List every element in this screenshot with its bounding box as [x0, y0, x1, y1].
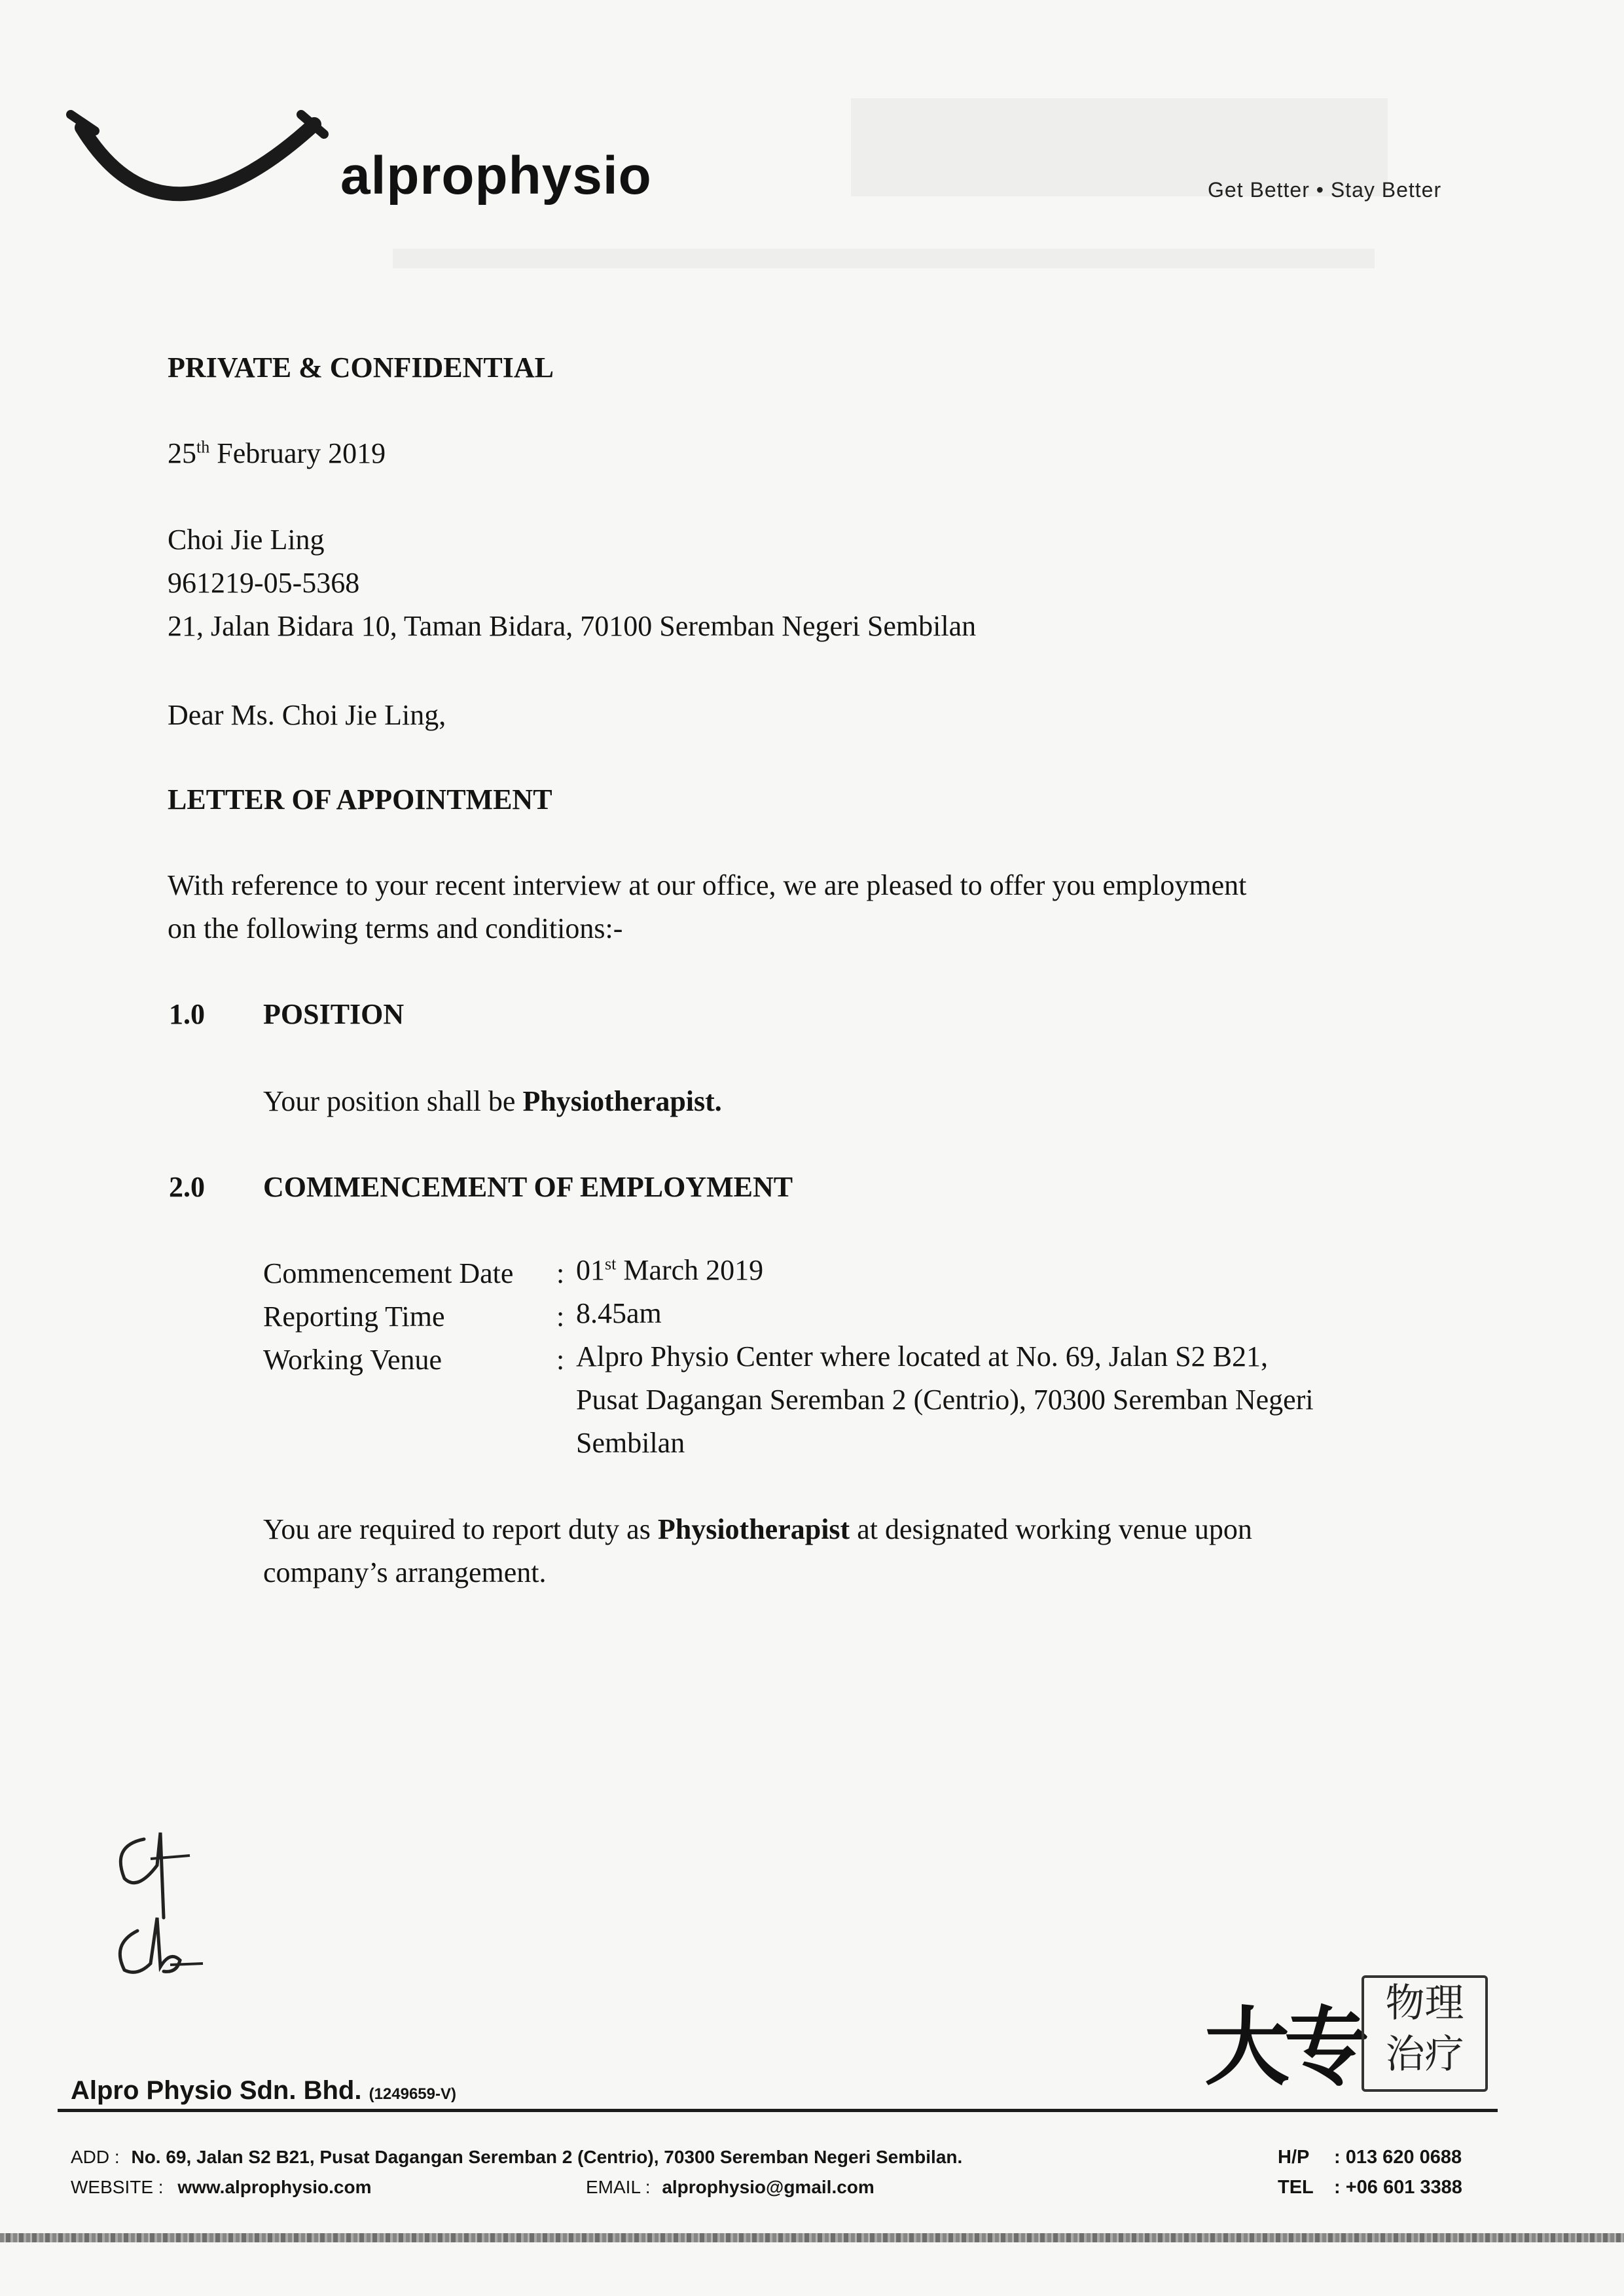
footer-hp	[1278, 2147, 1462, 2168]
website-label: WEBSITE :	[71, 2177, 164, 2197]
company-reg-no: (1249659-V)	[369, 2085, 456, 2103]
date-suffix: th	[196, 437, 210, 457]
duty-paragraph	[263, 1508, 1415, 1594]
intro-line-1: With reference to your recent interview at our office, we are pleased to offer you employment	[168, 869, 1247, 901]
tagline: Get Better • Stay Better	[1208, 178, 1442, 202]
scan-edge-line	[0, 2233, 1624, 2242]
intro-paragraph	[168, 864, 1411, 950]
hp-value: : 013 620 0688	[1334, 2147, 1462, 2168]
letterhead	[0, 0, 1624, 249]
footer-tel	[1278, 2177, 1462, 2198]
tel-value: : +06 601 3388	[1334, 2177, 1462, 2198]
section-number-position: 1.0	[169, 998, 205, 1030]
reporting-time-label: Reporting Time	[263, 1300, 445, 1333]
venue-line-3: Sembilan	[576, 1427, 685, 1459]
tel-label: TEL	[1278, 2177, 1314, 2198]
footer-divider	[58, 2109, 1498, 2112]
email-label: EMAIL :	[586, 2177, 651, 2197]
commencement-date-label: Commencement Date	[263, 1257, 514, 1289]
footer-email	[586, 2177, 875, 2198]
address-label: ADD :	[71, 2147, 120, 2167]
salutation: Dear Ms. Choi Jie Ling,	[168, 699, 446, 731]
footer-address	[71, 2147, 962, 2168]
commencement-suffix: st	[605, 1254, 617, 1274]
section-title-position: POSITION	[263, 998, 405, 1030]
working-venue-value	[576, 1335, 1420, 1465]
venue-line-1: Alpro Physio Center where located at No. 69, Jalan S2 B21,	[576, 1340, 1269, 1372]
hp-label: H/P	[1278, 2147, 1310, 2168]
section-number-commencement: 2.0	[169, 1171, 205, 1203]
company-name: Alpro Physio Sdn. Bhd.	[71, 2076, 362, 2105]
website-value: www.alprophysio.com	[177, 2177, 372, 2197]
duty-line-2: company’s arrangement.	[263, 1556, 547, 1588]
duty-suffix: at designated working venue upon	[850, 1513, 1252, 1545]
reporting-time-colon: :	[556, 1300, 565, 1333]
venue-line-2: Pusat Dagangan Seremban 2 (Centrio), 70300 Seremban Negeri	[576, 1384, 1314, 1416]
duty-prefix: You are required to report duty as	[263, 1513, 658, 1545]
chinese-stamp	[1204, 1964, 1499, 2097]
email-value: alprophysio@gmail.com	[662, 2177, 875, 2197]
intro-line-2: on the following terms and conditions:-	[168, 912, 623, 944]
alprophysio-logo-smile-icon	[65, 98, 340, 209]
confidential-heading: PRIVATE & CONFIDENTIAL	[168, 351, 554, 384]
date-rest: February 2019	[209, 437, 386, 469]
date-day: 25	[168, 437, 196, 469]
commencement-date-colon: :	[556, 1257, 565, 1289]
position-statement	[263, 1080, 722, 1123]
recipient-ic: 961219-05-5368	[168, 567, 360, 599]
bleed-through-shape	[393, 249, 1375, 268]
position-role: Physiotherapist.	[522, 1085, 722, 1117]
footer-company	[71, 2076, 456, 2106]
subject-heading: LETTER OF APPOINTMENT	[168, 783, 552, 816]
recipient-name: Choi Jie Ling	[168, 524, 325, 556]
recipient-block	[168, 518, 976, 648]
duty-role: Physiotherapist	[657, 1513, 850, 1545]
position-prefix: Your position shall be	[263, 1085, 523, 1117]
stamp-box	[1362, 1975, 1488, 2092]
address-value: No. 69, Jalan S2 B21, Pusat Dagangan Seremban 2 (Centrio), 70300 Seremban Negeri Sembilan.	[131, 2147, 963, 2167]
stamp-main-text: 大专	[1204, 1998, 1365, 2097]
brand-name: alprophysio	[340, 146, 652, 206]
stamp-box-line-1: 物理	[1385, 1981, 1464, 2026]
handwritten-initials	[98, 1820, 268, 1990]
commencement-date-value	[576, 1249, 1420, 1292]
working-venue-colon: :	[556, 1344, 565, 1376]
footer-website	[71, 2177, 371, 2198]
commencement-rest: March 2019	[616, 1254, 764, 1286]
reporting-time-value: 8.45am	[576, 1297, 662, 1329]
commencement-day: 01	[576, 1254, 605, 1286]
section-title-commencement: COMMENCEMENT OF EMPLOYMENT	[263, 1171, 793, 1203]
stamp-box-line-2: 治疗	[1385, 2032, 1464, 2077]
working-venue-label: Working Venue	[263, 1344, 442, 1376]
recipient-address: 21, Jalan Bidara 10, Taman Bidara, 70100 Seremban Negeri Sembilan	[168, 610, 977, 642]
letter-date	[168, 432, 386, 475]
